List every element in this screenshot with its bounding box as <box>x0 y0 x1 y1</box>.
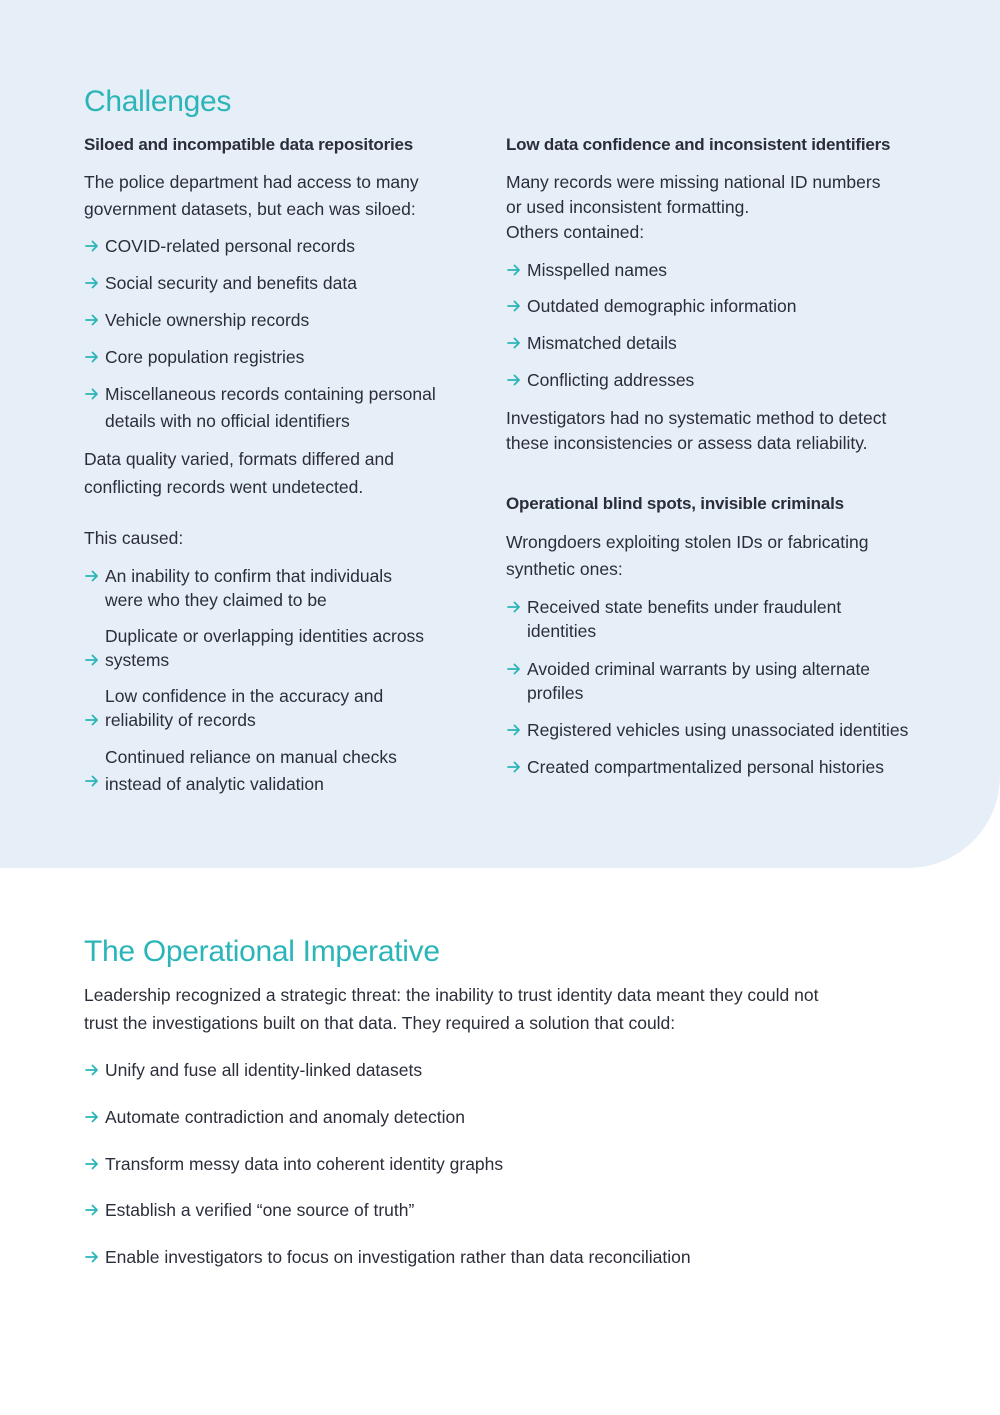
list-item-text-cont: instead of analytic validation <box>105 774 324 794</box>
list-item-text: Registered vehicles using unassociated identities <box>527 720 909 740</box>
arrow-right-icon <box>84 386 100 402</box>
list-item-text: Misspelled names <box>527 260 668 280</box>
right-heading: Low data confidence and inconsistent identifiers <box>506 135 891 154</box>
list-item-abuse <box>506 657 870 705</box>
list-item-text-cont: profiles <box>527 683 584 703</box>
list-item-issue <box>506 258 667 282</box>
list-item-text: Received state benefits under fraudulent <box>527 597 842 617</box>
arrow-right-icon <box>84 1202 100 1218</box>
list-item-text: Vehicle ownership records <box>105 310 310 330</box>
left-intro-line-1: The police department had access to many <box>84 172 419 192</box>
right-intro-line-1: Many records were missing national ID numbers <box>506 172 881 192</box>
arrow-right-icon <box>84 1062 100 1078</box>
arrow-right-icon <box>84 1249 100 1265</box>
left-quality-line-2: conflicting records went undetected. <box>84 477 364 497</box>
arrow-right-icon <box>506 335 522 351</box>
list-item-text: Avoided criminal warrants by using alternate <box>527 659 871 679</box>
list-item-text: Establish a verified “one source of truth” <box>105 1200 415 1220</box>
list-item-issue <box>506 368 694 392</box>
list-item-text: Continued reliance on manual checks <box>105 747 397 767</box>
arrow-right-icon <box>506 372 522 388</box>
arrow-right-icon <box>84 275 100 291</box>
arrow-right-icon <box>506 599 522 615</box>
caused-label: This caused: <box>84 528 184 548</box>
list-item-text-cont: details with no official identifiers <box>105 411 350 431</box>
list-item-text-cont: reliability of records <box>105 710 256 730</box>
list-item-text: An inability to confirm that individuals <box>105 566 392 586</box>
left-quality-line-1: Data quality varied, formats differed and <box>84 449 394 469</box>
list-item-effect <box>84 684 383 732</box>
list-item-requirement <box>84 1198 414 1222</box>
list-item-requirement <box>84 1058 422 1082</box>
list-item-dataset <box>84 308 309 332</box>
arrow-right-icon <box>84 312 100 328</box>
arrow-right-icon <box>84 349 100 365</box>
imperative-intro-line-2: trust the investigations built on that data. They required a solution that could: <box>84 1013 676 1033</box>
imperative-title: The Operational Imperative <box>84 935 440 968</box>
list-item-text: COVID-related personal records <box>105 236 355 256</box>
right-note-line-2: these inconsistencies or assess data reliability. <box>506 433 868 453</box>
list-item-text-cont: identities <box>527 621 597 641</box>
list-item-effect <box>84 624 424 672</box>
list-item-dataset <box>84 345 304 369</box>
list-item-text: Duplicate or overlapping identities across <box>105 626 425 646</box>
arrow-right-icon <box>506 661 522 677</box>
right-heading-2: Operational blind spots, invisible criminals <box>506 494 844 513</box>
right-intro-line-3: Others contained: <box>506 222 645 242</box>
list-item-text: Enable investigators to focus on investigation rather than data reconciliation <box>105 1247 691 1267</box>
arrow-right-icon <box>84 652 100 668</box>
left-heading: Siloed and incompatible data repositories <box>84 135 414 154</box>
list-item-text: Mismatched details <box>527 333 677 353</box>
list-item-text: Core population registries <box>105 347 305 367</box>
list-item-text-cont: systems <box>105 650 170 670</box>
list-item-requirement <box>84 1152 503 1176</box>
arrow-right-icon <box>506 298 522 314</box>
challenges-title: Challenges <box>84 85 232 118</box>
list-item-requirement <box>84 1245 691 1269</box>
list-item-text: Created compartmentalized personal histories <box>527 757 884 777</box>
arrow-right-icon <box>84 238 100 254</box>
list-item-abuse <box>506 755 884 779</box>
right-intro-line-2: or used inconsistent formatting. <box>506 197 750 217</box>
right-note-line-1: Investigators had no systematic method to detect <box>506 408 887 428</box>
arrow-right-icon <box>84 568 100 584</box>
right-wrong-line-2: synthetic ones: <box>506 559 623 579</box>
arrow-right-icon <box>506 262 522 278</box>
list-item-text: Low confidence in the accuracy and <box>105 686 384 706</box>
list-item-text: Automate contradiction and anomaly detection <box>105 1107 465 1127</box>
right-wrong-line-1: Wrongdoers exploiting stolen IDs or fabricating <box>506 532 869 552</box>
list-item-text: Transform messy data into coherent identity graphs <box>105 1154 504 1174</box>
arrow-right-icon <box>84 1109 100 1125</box>
list-item-abuse <box>506 595 841 643</box>
arrow-right-icon <box>84 773 100 789</box>
arrow-right-icon <box>84 712 100 728</box>
list-item-text: Unify and fuse all identity-linked datasets <box>105 1060 423 1080</box>
list-item-text: Social security and benefits data <box>105 273 357 293</box>
list-item-text: Miscellaneous records containing personal <box>105 384 436 404</box>
list-item-requirement <box>84 1105 465 1129</box>
imperative-intro-line-1: Leadership recognized a strategic threat: the inability to trust identity data meant they could not <box>84 985 819 1005</box>
list-item-dataset <box>84 382 436 433</box>
list-item-dataset <box>84 271 357 295</box>
list-item-issue <box>506 331 677 355</box>
list-item-effect <box>84 745 397 796</box>
list-item-dataset <box>84 234 355 258</box>
arrow-right-icon <box>506 759 522 775</box>
list-item-text: Conflicting addresses <box>527 370 695 390</box>
list-item-issue <box>506 294 796 318</box>
arrow-right-icon <box>84 1156 100 1172</box>
list-item-text: Outdated demographic information <box>527 296 797 316</box>
list-item-effect <box>84 564 392 612</box>
arrow-right-icon <box>506 722 522 738</box>
list-item-text-cont: were who they claimed to be <box>105 590 327 610</box>
left-intro-line-2: government datasets, but each was siloed: <box>84 199 416 219</box>
list-item-abuse <box>506 718 908 742</box>
